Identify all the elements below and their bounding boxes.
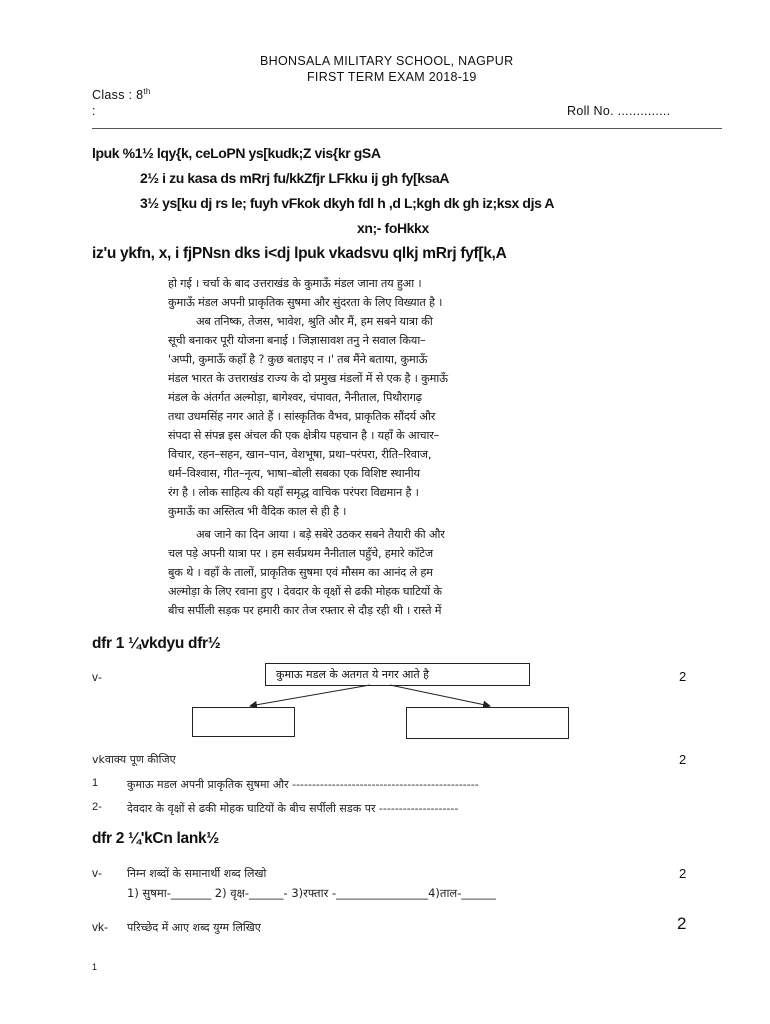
question-2b-marks: 2 <box>677 914 687 933</box>
passage-line: तथा उधमसिंह नगर आते हैं । सांस्कृतिक वैभव, प्राकृतिक सौंदर्य और <box>168 410 436 423</box>
class-text: Class : 8 <box>92 88 144 103</box>
passage-line: अल्मोड़ा के लिए रवाना हुए । देवदार के वृक्षों से ढकी मोहक घाटियों के <box>168 585 442 598</box>
question-2a-text: निम्न शब्दों के समानार्थी शब्द लिखो <box>127 867 267 880</box>
passage-line: कुमाऊँ मंडल अपनी प्राकृतिक सुषमा और सुंदरता के लिए विख्यात है । <box>168 296 443 309</box>
header-divider <box>92 128 722 129</box>
diagram-label: कुमाऊ मडल के अतगत ये नगर आते है <box>276 668 430 681</box>
instruction-line-5: iz'u ykfn, x, i fjPNsn dks i<dj lpuk vkadsvu qlkj mRrj fyf[k,A <box>92 245 507 262</box>
passage-line: हो गई । चर्चा के बाद उत्तराखंड के कुमाऊँ मंडल जाना तय हुआ । <box>168 277 422 290</box>
diagram-label-box <box>265 663 530 686</box>
passage-line: मंडल के अंतर्गत अल्मोड़ा, बागेश्वर, चंपावत, नैनीताल, पिथौरागढ़ <box>168 391 422 404</box>
passage-line: रंग है । लोक साहित्य की यहाँ समृद्ध वाचिक परंपरा विद्यमान है । <box>168 486 419 499</box>
question-b-label: vkवाक्य पूण कीजिए <box>92 753 176 766</box>
class-label <box>92 87 151 102</box>
passage-line: अब जाने का दिन आया । बड़े सबेरे उठकर सबने तैयारी की और <box>196 528 445 541</box>
instruction-line-2: 2½ i zu kasa ds mRrj fu/kkZfjr LFkku ij gh fy[ksaA <box>140 170 450 186</box>
question-2b-prefix: vk- <box>92 920 108 934</box>
activity-2-title: dfr 2 ¼'kCn lank½ <box>92 830 219 847</box>
arrow-left <box>250 685 370 706</box>
answer-box-left[interactable] <box>192 707 295 737</box>
question-b-marks: 2 <box>679 752 687 767</box>
exam-title: FIRST TERM EXAM 2018-19 <box>307 70 477 84</box>
passage-line: बुक थे । वहाँ के तालों, प्राकृतिक सुषमा एवं मौसम का आनंद ले हम <box>168 566 433 579</box>
activity-1-title: dfr 1 ¼vkdyu dfr½ <box>92 635 221 652</box>
class-colon: : <box>92 104 96 118</box>
passage-line: सूची बनाकर पूरी योजना बनाई । जिज्ञासावश तनु ने सवाल किया– <box>168 334 426 347</box>
question-2a-prefix: v- <box>92 866 102 880</box>
passage-line: संपदा से संपन्न इस अंचल की एक क्षेत्रीय पहचान है । यहाँ के आचार– <box>168 429 440 442</box>
passage-line: 'अप्पी, कुमाऊँ कहाँ है ? कुछ बताइए न ।' तब मैंने बताया, कुमाऊँ <box>168 353 428 366</box>
question-2b-text: परिच्छेद में आए शब्द युग्म लिखिए <box>127 921 261 934</box>
question-2a-marks: 2 <box>679 866 687 881</box>
question-a-prefix: v- <box>92 670 102 684</box>
section-title-prose: xn;- foHkkx <box>357 220 429 236</box>
question-2a-items[interactable]: 1) सुषमा-_______ 2) वृक्ष-______- 3)रफ्तार -________________4)ताल-______ <box>127 886 496 900</box>
answer-box-right[interactable] <box>406 707 569 739</box>
roll-number: Roll No. .............. <box>567 104 671 118</box>
passage-line: कुमाऊँ का अस्तित्व भी वैदिक काल से ही है । <box>168 505 347 518</box>
arrow-right <box>390 685 490 706</box>
passage-line: विचार, रहन–सहन, खान–पान, वेशभूषा, प्रथा–परंपरा, रीति–रिवाज, <box>168 448 432 461</box>
passage-line: मंडल भारत के उत्तराखंड राज्य के दो प्रमुख मंडलों में से एक है । कुमाऊँ <box>168 372 448 385</box>
item-2-text[interactable]: देवदार के वृक्षों से ढकी मोहक घाटियों के बीच सर्पीली सडक पर -------------------- <box>127 802 459 815</box>
passage-line: धर्म–विश्वास, गीत–नृत्य, भाषा–बोली सबका एक विशिष्ट स्थानीय <box>168 467 420 480</box>
item-1-number: 1 <box>92 777 99 789</box>
passage-line: चल पड़े अपनी यात्रा पर । हम सर्वप्रथम नैनीताल पहुँचे, हमारे कॉटेज <box>168 547 433 560</box>
passage-line: बीच सर्पीली सड़क पर हमारी कार तेज रफ्तार से दौड़ रही थी । रास्ते में <box>168 604 442 617</box>
item-1-text[interactable]: कुमाऊ मडल अपनी प्राकृतिक सुषमा और ----------------------------------------------- <box>127 778 479 791</box>
item-2-number: 2- <box>92 801 102 813</box>
passage-line: अब तनिष्क, तेजस, भावेश, श्रुति और मैं, हम सबने यात्रा की <box>196 315 433 328</box>
class-superscript: th <box>143 87 151 96</box>
question-a-marks: 2 <box>679 669 687 684</box>
school-name: BHONSALA MILITARY SCHOOL, NAGPUR <box>260 54 514 68</box>
page-number: 1 <box>92 962 98 972</box>
instruction-line-1: lpuk %1½ lqy{k, ceLoPN ys[kudk;Z vis{kr gSA <box>92 145 381 161</box>
instruction-line-3: 3½ ys[ku dj rs le; fuyh vFkok dkyh fdl h ,d L;kgh dk gh iz;ksx djs A <box>140 195 555 211</box>
